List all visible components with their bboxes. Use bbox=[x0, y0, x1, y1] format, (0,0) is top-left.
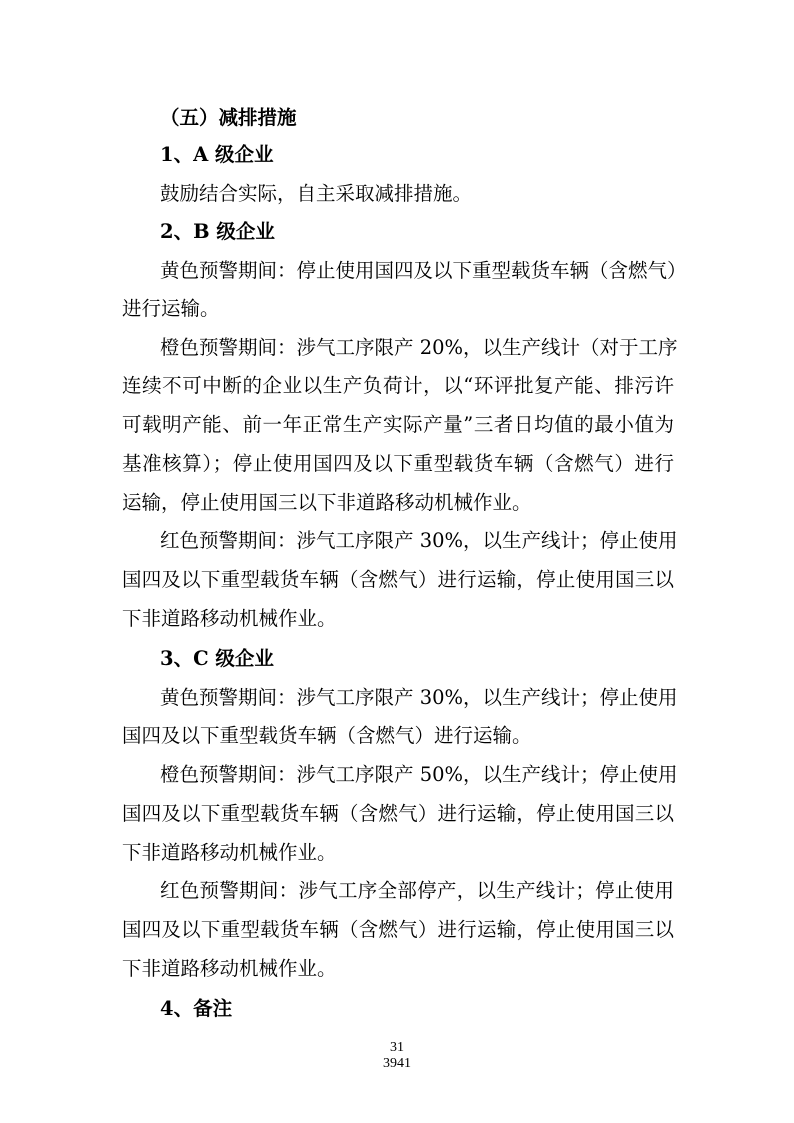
b-red-line-2: 国四及以下重型载货车辆（含燃气）进行运输，停止使用国三以 bbox=[122, 568, 674, 591]
b-orange-line-3: 可载明产能、前一年正常生产实际产量”三者日均值的最小值为 bbox=[122, 413, 674, 436]
b-orange-line-2: 连续不可中断的企业以生产负荷计，以“环评批复产能、排污许 bbox=[122, 374, 674, 397]
c-red-line-1: 红色预警期间：涉气工序全部停产，以生产线计；停止使用 bbox=[160, 879, 674, 902]
c-orange-line-1: 橙色预警期间：涉气工序限产 50%，以生产线计；停止使用 bbox=[160, 763, 678, 786]
heading-remarks: 4、备注 bbox=[160, 997, 233, 1020]
b-orange-line-4: 基准核算）；停止使用国四及以下重型载货车辆（含燃气）进行 bbox=[122, 452, 674, 475]
c-yellow-line-1: 黄色预警期间：涉气工序限产 30%，以生产线计；停止使用 bbox=[160, 686, 678, 709]
c-orange-line-3: 下非道路移动机械作业。 bbox=[122, 841, 337, 864]
b-orange-line-5: 运输，停止使用国三以下非道路移动机械作业。 bbox=[122, 491, 532, 514]
b-yellow-line-2: 进行运输。 bbox=[122, 297, 220, 320]
c-red-line-2: 国四及以下重型载货车辆（含燃气）进行运输，停止使用国三以 bbox=[122, 918, 674, 941]
b-red-line-1: 红色预警期间：涉气工序限产 30%，以生产线计；停止使用 bbox=[160, 529, 678, 552]
c-orange-line-2: 国四及以下重型载货车辆（含燃气）进行运输，停止使用国三以 bbox=[122, 802, 674, 825]
c-yellow-line-2: 国四及以下重型载货车辆（含燃气）进行运输。 bbox=[122, 724, 532, 747]
heading-c-level: 3、C 级企业 bbox=[160, 647, 274, 670]
b-orange-line-1: 橙色预警期间：涉气工序限产 20%，以生产线计（对于工序 bbox=[160, 336, 678, 359]
c-red-line-3: 下非道路移动机械作业。 bbox=[122, 957, 337, 980]
b-yellow-line-1: 黄色预警期间：停止使用国四及以下重型载货车辆（含燃气） bbox=[160, 259, 687, 282]
page-number: 31 bbox=[390, 1040, 404, 1055]
page-number-total: 3941 bbox=[383, 1056, 411, 1071]
b-red-line-3: 下非道路移动机械作业。 bbox=[122, 607, 337, 630]
section-title: （五）减排措施 bbox=[160, 106, 297, 129]
a-level-text: 鼓励结合实际，自主采取减排措施。 bbox=[160, 182, 473, 205]
heading-b-level: 2、B 级企业 bbox=[160, 220, 275, 243]
heading-a-level: 1、A 级企业 bbox=[160, 143, 274, 166]
